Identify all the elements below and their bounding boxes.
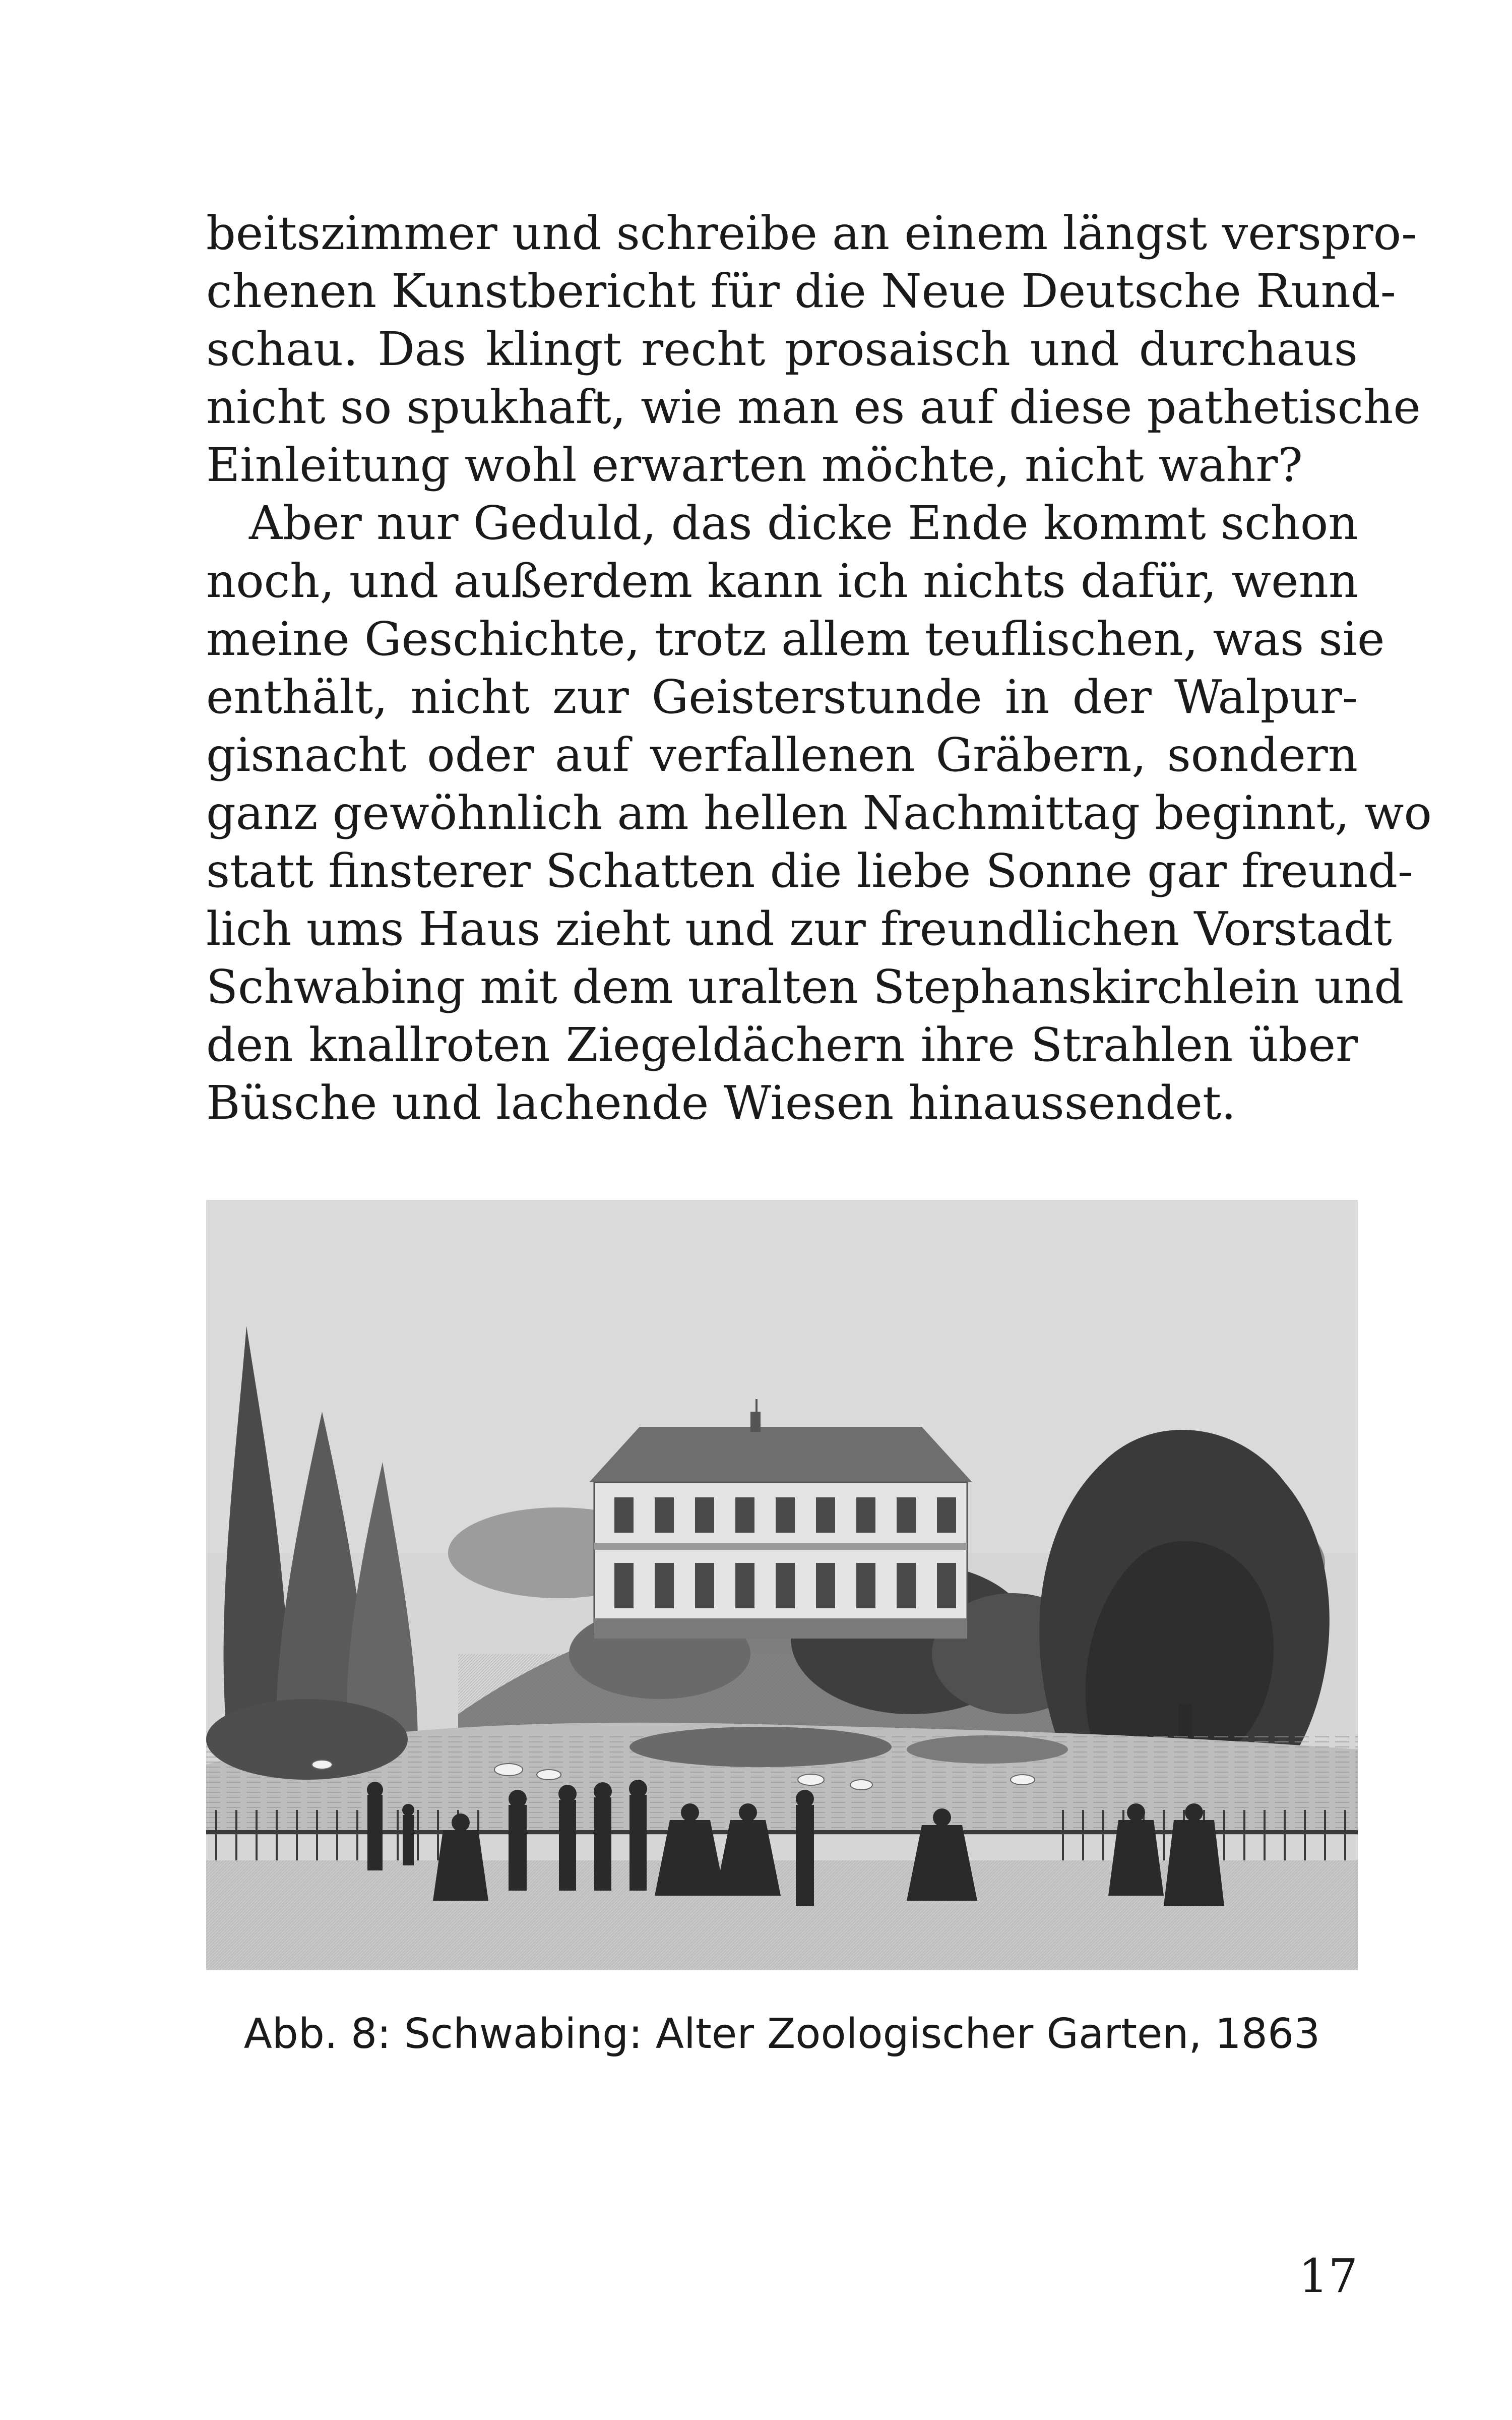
text-line: chenen Kunstbericht für die Neue Deutsche Rund- xyxy=(206,264,1396,318)
text-line: meine Geschichte, trotz allem teuflischen, was sie xyxy=(206,612,1385,666)
text-line: Schwabing mit dem uralten Stephanskirchlein und xyxy=(206,960,1404,1014)
engraving-figure xyxy=(206,1200,1358,1970)
text-line: noch, und außerdem kann ich nichts dafür, wenn xyxy=(206,554,1359,608)
body-text xyxy=(206,204,1432,1132)
text-line: gisnacht oder auf verfallenen Gräbern, sondern xyxy=(206,728,1358,782)
villa-building xyxy=(589,1399,972,1639)
text-line: nicht so spukhaft, wie man es auf diese pathetische xyxy=(206,380,1421,434)
figure-caption: Abb. 8: Schwabing: Alter Zoologischer Garten, 1863 xyxy=(243,2010,1320,2058)
text-line: enthält, nicht zur Geisterstunde in der Walpur- xyxy=(206,670,1358,724)
text-line: den knallroten Ziegeldächern ihre Strahlen über xyxy=(206,1018,1358,1072)
text-line: lich ums Haus zieht und zur freundlichen Vorstadt xyxy=(206,902,1392,956)
text-line: Einleitung wohl erwarten möchte, nicht wahr? xyxy=(206,438,1303,492)
text-line: statt finsterer Schatten die liebe Sonne gar freund- xyxy=(206,844,1414,898)
text-line: Büsche und lachende Wiesen hinaussendet. xyxy=(206,1076,1236,1130)
text-line: Aber nur Geduld, das dicke Ende kommt schon xyxy=(249,496,1358,550)
zoo-garden-engraving xyxy=(206,1200,1358,1970)
text-line: ganz gewöhnlich am hellen Nachmittag beginnt, wo xyxy=(206,786,1432,840)
text-line: schau. Das klingt recht prosaisch und durchaus xyxy=(206,322,1358,376)
text-line: beitszimmer und schreibe an einem längst verspro- xyxy=(206,206,1417,260)
page-number: 17 xyxy=(1298,2249,1358,2303)
